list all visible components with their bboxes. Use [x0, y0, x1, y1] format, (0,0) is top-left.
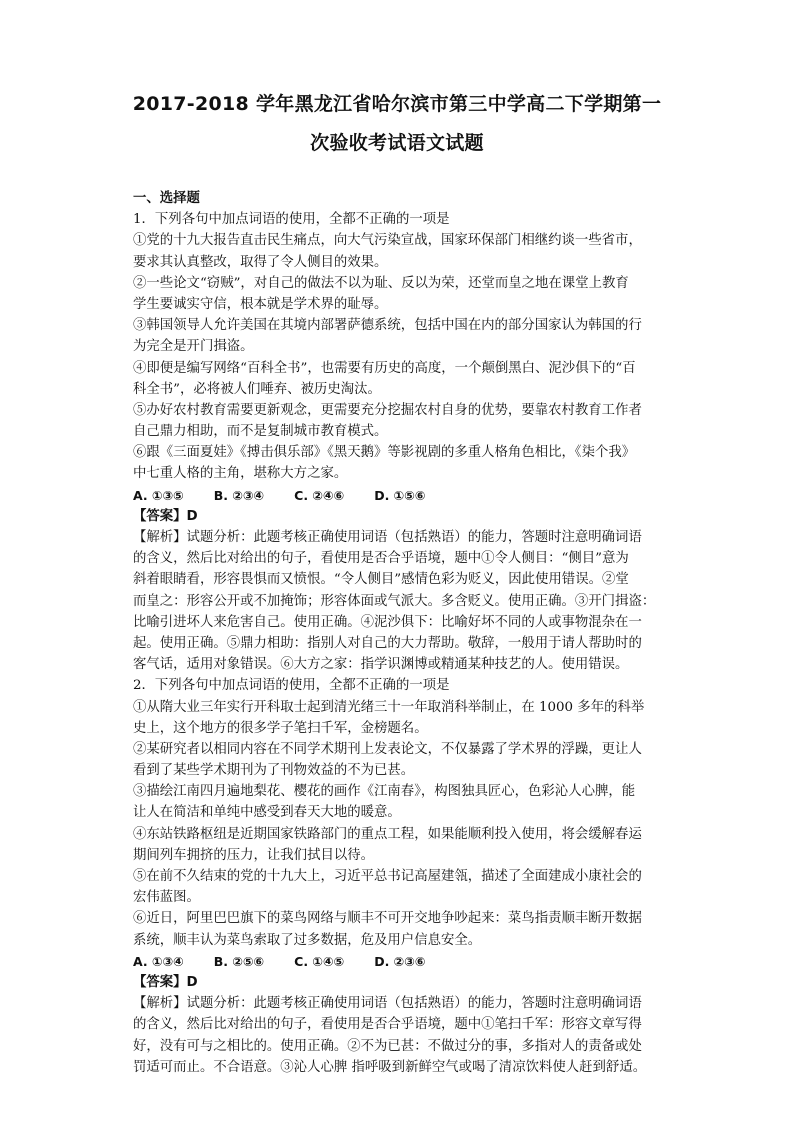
question-1-line: 学生要诚实守信，根本就是学术界的耻辱。: [133, 296, 388, 312]
question-2-line: ④东站铁路枢纽是近期国家铁路部门的重点工程，如果能顺利投入使用，将会缓解春运: [133, 826, 642, 842]
question-1-analysis-line: 客气话，适用对象错误。⑥大方之家：指学识渊博或精通某种技艺的人。使用错误。: [133, 657, 629, 673]
question-1-analysis-line: 而皇之：形容公开或不加掩饰；形容体面或气派大。多含贬义。使用正确。③开门揖盗：: [133, 593, 656, 609]
question-2-analysis-line: 好，没有可与之相比的。使用正确。②不为已甚：不做过分的事，多指对人的责备或处: [133, 1038, 642, 1054]
option-b: B. ②⑤⑥: [213, 953, 265, 969]
document-title-line-1: 2017-2018 学年黑龙江省哈尔滨市第三中学高二下学期第一: [132, 93, 662, 115]
option-a: A. ①③④: [133, 953, 184, 969]
question-1-line: 要求其认真整改，取得了令人侧目的效果。: [133, 254, 388, 270]
question-2-line: ⑤在前不久结束的党的十九大上，习近平总书记高屋建瓴，描述了全面建成小康社会的: [133, 869, 642, 884]
option-b: B. ②③④: [213, 487, 265, 503]
question-2-answer: 【答案】D: [133, 974, 198, 990]
question-1-stem: 1．下列各句中加点词语的使用，全都不正确的一项是: [133, 212, 450, 228]
section-heading: 一、选择题: [133, 191, 200, 206]
question-2-line: ①从隋大业三年实行开科取士起到清光绪三十一年取消科举制止，在 1000 多年的科举: [133, 699, 645, 715]
question-1-options: [133, 485, 663, 506]
question-1-analysis-line: 的含义，然后比对给出的句子，看使用是否合乎语境，题中①令人侧目：“侧目”意为: [133, 551, 629, 567]
question-1-line: ②一些论文“窃贼”，对自己的做法不以为耻、反以为荣，还堂而皇之地在课堂上教育: [133, 275, 629, 291]
question-1-answer: 【答案】D: [133, 508, 198, 524]
option-a: A. ①③⑤: [133, 487, 184, 503]
document-title-line-2: 次验收考试语文试题: [310, 132, 484, 154]
question-1-line: ⑥跟《三面夏娃》《搏击俱乐部》《黑天鹅》等影视剧的多重人格角色相比，《柒个我》: [133, 445, 636, 461]
question-2-analysis-line: 的含义，然后比对给出的句子，看使用是否合乎语境，题中①笔扫千军：形容文章写得: [133, 1017, 642, 1033]
question-1-line: 为完全是开门揖盗。: [133, 339, 254, 355]
option-d: D. ①⑤⑥: [374, 487, 426, 503]
question-1-analysis-line: 斜着眼睛看，形容畏惧而又愤恨。“令人侧目”感情色彩为贬义，因此使用错误。②堂: [133, 572, 629, 588]
question-2-line: 期间列车拥挤的压力，让我们拭目以待。: [133, 847, 375, 863]
question-2-line: 看到了某些学术期刊为了刊物效益的不为已甚。: [133, 763, 415, 779]
option-c: C. ①④⑤: [294, 953, 345, 969]
document-body: [133, 188, 663, 1078]
question-1-analysis-line: 起。使用正确。⑤鼎力相助：指别人对自己的大力帮助。敬辞，一般用于请人帮助时的: [133, 635, 642, 651]
question-2-stem: 2．下列各句中加点词语的使用，全都不正确的一项是: [133, 678, 450, 694]
question-1-line: ④即便是编写网络“百科全书”，也需要有历史的高度，一个颠倒黑白、泥沙俱下的“百: [133, 360, 636, 376]
question-2-line: ⑥近日，阿里巴巴旗下的菜鸟网络与顺丰不可开交地争吵起来：菜鸟指责顺丰断开数据: [133, 911, 642, 927]
question-1-line: 中七重人格的主角，堪称大方之家。: [133, 466, 348, 482]
question-2-line: 系统，顺丰认为菜鸟索取了过多数据，危及用户信息安全。: [133, 932, 482, 948]
question-2-analysis-line: 罚适可而止。不合语意。③沁人心脾 指呼吸到新鲜空气或喝了清凉饮料使人赶到舒适。: [133, 1059, 647, 1075]
question-1-line: 自己鼎力相助，而不是复制城市教育模式。: [133, 424, 388, 440]
question-1-line: ③韩国领导人允许美国在其境内部署萨德系统，包括中国在内的部分国家认为韩国的行: [133, 318, 642, 334]
question-1-line: 科全书”，必将被人们唾弃、被历史淘汰。: [133, 381, 381, 397]
question-2-options: [133, 951, 663, 972]
question-1-analysis-line: 【解析】试题分析：此题考核正确使用词语（包括熟语）的能力，答题时注意明确词语: [133, 530, 642, 545]
question-1-line: ①党的十九大报告直击民生痛点，向大气污染宣战，国家环保部门相继约谈一些省市，: [133, 233, 642, 249]
question-2-analysis-line: 【解析】试题分析：此题考核正确使用词语（包括熟语）的能力，答题时注意明确词语: [133, 996, 642, 1012]
question-1-line: ⑤办好农村教育需要更新观念，更需要充分挖掘农村自身的优势，要靠农村教育工作者: [133, 402, 642, 418]
question-1-analysis-line: 比喻引进坏人来危害自己。使用正确。④泥沙俱下：比喻好坏不同的人或事物混杂在一: [133, 614, 642, 630]
question-2-line: 让人在简洁和单纯中感受到春天大地的暖意。: [133, 805, 401, 821]
question-2-line: ②某研究者以相同内容在不同学术期刊上发表论文，不仅暴露了学术界的浮躁，更让人: [133, 741, 642, 757]
option-d: D. ②③⑥: [374, 953, 426, 969]
option-c: C. ②④⑥: [294, 487, 345, 503]
question-2-line: 宏伟蓝图。: [133, 890, 200, 906]
question-2-line: ③描绘江南四月遍地梨花、樱花的画作《江南春》，构图独具匠心，色彩沁人心脾，能: [133, 784, 636, 800]
question-2-line: 史上，这个地方的很多学子笔扫千军，金榜题名。: [133, 720, 428, 736]
